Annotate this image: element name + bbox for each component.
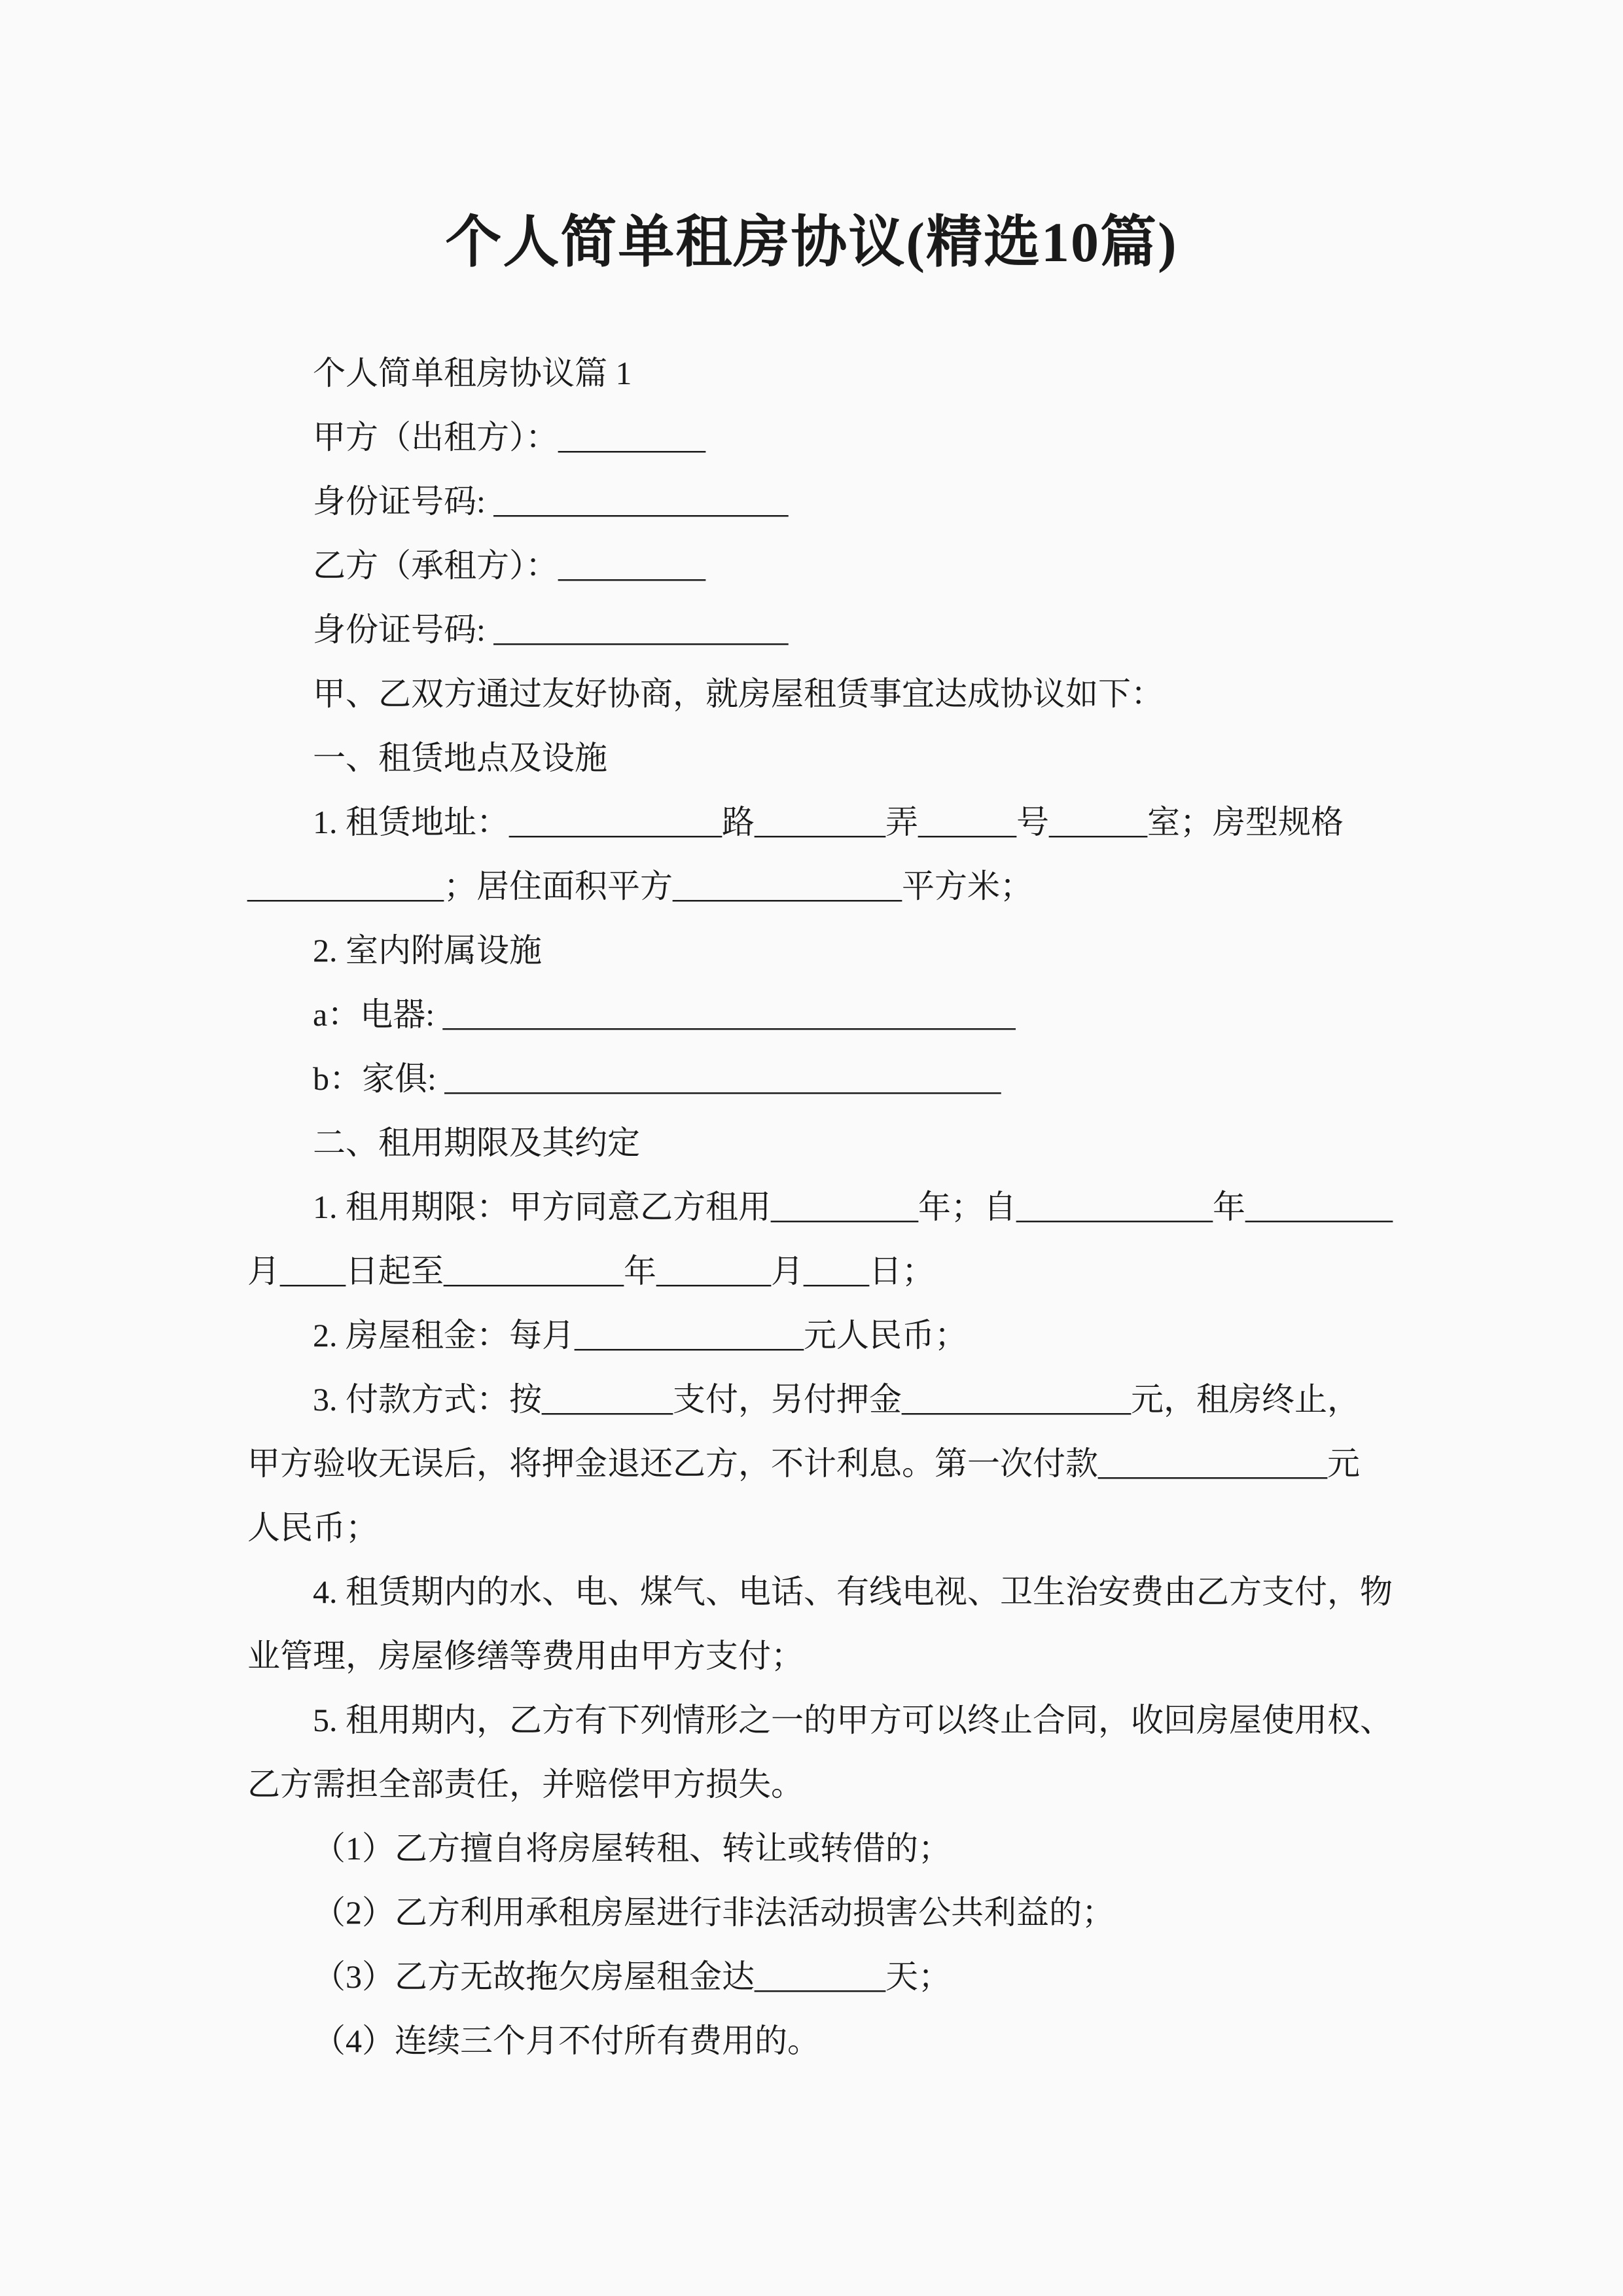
document-line: 业管理，房屋修缮等费用由甲方支付； bbox=[247, 1638, 804, 1674]
document-line: 人民币； bbox=[247, 1509, 378, 1546]
document-line: （3）乙方无故拖欠房屋租金达________天； bbox=[313, 1958, 951, 1995]
document-line: ____________；居住面积平方______________平方米； bbox=[247, 868, 1033, 905]
document-line: 个人简单租房协议篇 1 bbox=[313, 355, 632, 391]
document-line: 甲、乙双方通过友好协商，就房屋租赁事宜达成协议如下： bbox=[313, 675, 1164, 712]
document-line: （2）乙方利用承租房屋进行非法活动损害公共利益的； bbox=[313, 1894, 1115, 1931]
document-line: 2. 室内附属设施 bbox=[313, 932, 542, 969]
document-line: 1. 租用期限：甲方同意乙方租用_________年；自____________年_________ bbox=[313, 1189, 1393, 1225]
document-line: 一、租赁地点及设施 bbox=[313, 740, 607, 776]
document-title: 个人简单租房协议(精选10篇) bbox=[445, 211, 1178, 274]
document-line: 5. 租用期内，乙方有下列情形之一的甲方可以终止合同，收回房屋使用权、 bbox=[313, 1702, 1393, 1738]
document-line: 甲方（出租方）：_________ bbox=[313, 419, 705, 456]
document-line: 2. 房屋租金：每月______________元人民币； bbox=[313, 1317, 967, 1354]
document-line: 乙方需担全部责任，并赔偿甲方损失。 bbox=[247, 1766, 804, 1803]
document-line: （1）乙方擅自将房屋转租、转让或转借的； bbox=[313, 1830, 951, 1867]
document-line: 月____日起至___________年_______月____日； bbox=[247, 1253, 935, 1289]
document-line: 乙方（承租方）：_________ bbox=[313, 547, 705, 584]
document-line: 身份证号码: __________________ bbox=[313, 611, 789, 648]
document-line: 甲方验收无误后，将押金退还乙方，不计利息。第一次付款______________元 bbox=[247, 1445, 1360, 1482]
document-line: （4）连续三个月不付所有费用的。 bbox=[313, 2022, 820, 2059]
document-line: 3. 付款方式：按________支付，另付押金______________元，租房终止， bbox=[313, 1381, 1360, 1418]
document-line: 二、租用期限及其约定 bbox=[313, 1124, 640, 1161]
document-line: 身份证号码: __________________ bbox=[313, 483, 789, 520]
document-body bbox=[247, 341, 1399, 2073]
document-line: b：家俱: __________________________________ bbox=[313, 1060, 1001, 1097]
document-line: 4. 租赁期内的水、电、煤气、电话、有线电视、卫生治安费由乙方支付，物 bbox=[313, 1573, 1393, 1610]
document-line: a：电器: ___________________________________ bbox=[313, 996, 1016, 1033]
document-line: 1. 租赁地址：_____________路________弄______号______室；房型规格 bbox=[313, 804, 1344, 840]
